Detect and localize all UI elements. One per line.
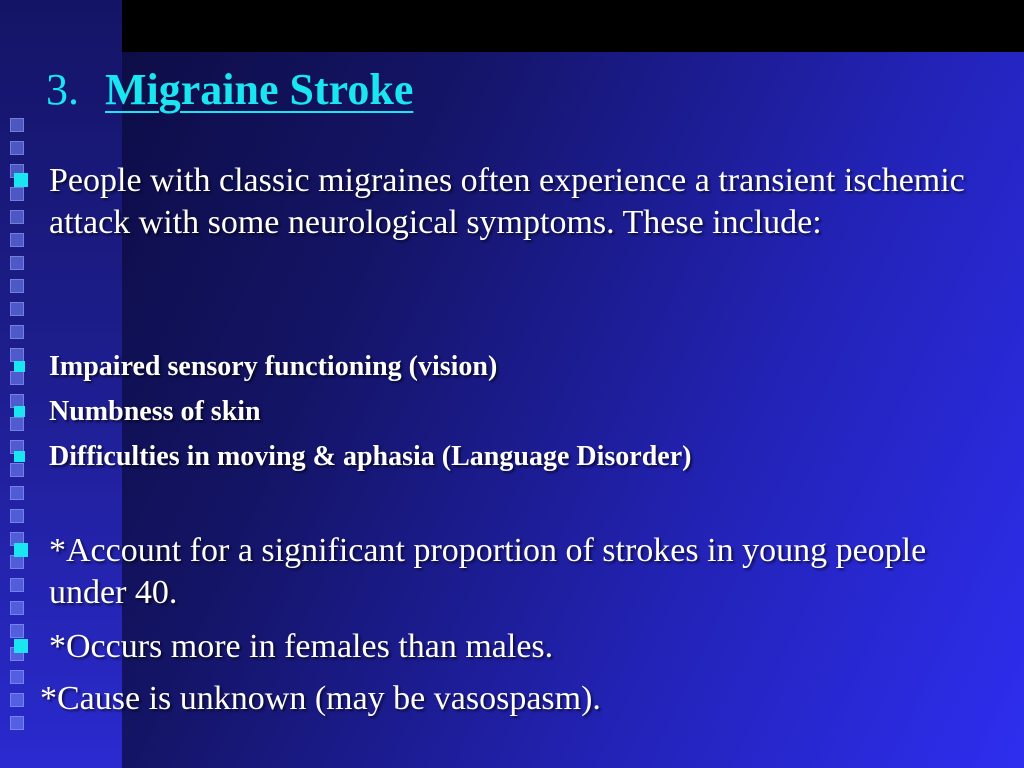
sub-bullet-item xyxy=(14,395,1004,429)
square-bullet-icon xyxy=(14,361,25,372)
bullet-item xyxy=(14,160,1004,244)
sub-bullet-item xyxy=(14,350,1004,384)
square-bullet-icon xyxy=(14,543,28,557)
square-bullet-icon xyxy=(14,451,25,462)
square-bullet-icon xyxy=(14,406,25,417)
bullet-item xyxy=(14,626,1004,668)
sub-bullet-text: Numbness of skin xyxy=(49,396,261,427)
slide-title xyxy=(46,64,413,115)
bullet-text: People with classic migraines often experience a transient ischemic attack with some neurological symptoms. These include: xyxy=(49,162,965,241)
closing-line: *Cause is unknown (may be vasospasm). xyxy=(40,680,601,717)
top-decorative-band xyxy=(122,0,1024,52)
title-number: 3. xyxy=(46,65,79,114)
bullet-text: *Occurs more in females than males. xyxy=(49,628,554,665)
title-text: Migraine Stroke xyxy=(105,65,414,114)
square-bullet-icon xyxy=(14,639,28,653)
sub-bullet-item xyxy=(14,440,1004,474)
bullet-text: *Account for a significant proportion of strokes in young people under 40. xyxy=(49,532,927,611)
sub-bullet-text: Difficulties in moving & aphasia (Language Disorder) xyxy=(49,441,692,472)
square-bullet-icon xyxy=(14,173,28,187)
sub-bullet-text: Impaired sensory functioning (vision) xyxy=(49,351,498,382)
bullet-item xyxy=(14,530,1004,614)
